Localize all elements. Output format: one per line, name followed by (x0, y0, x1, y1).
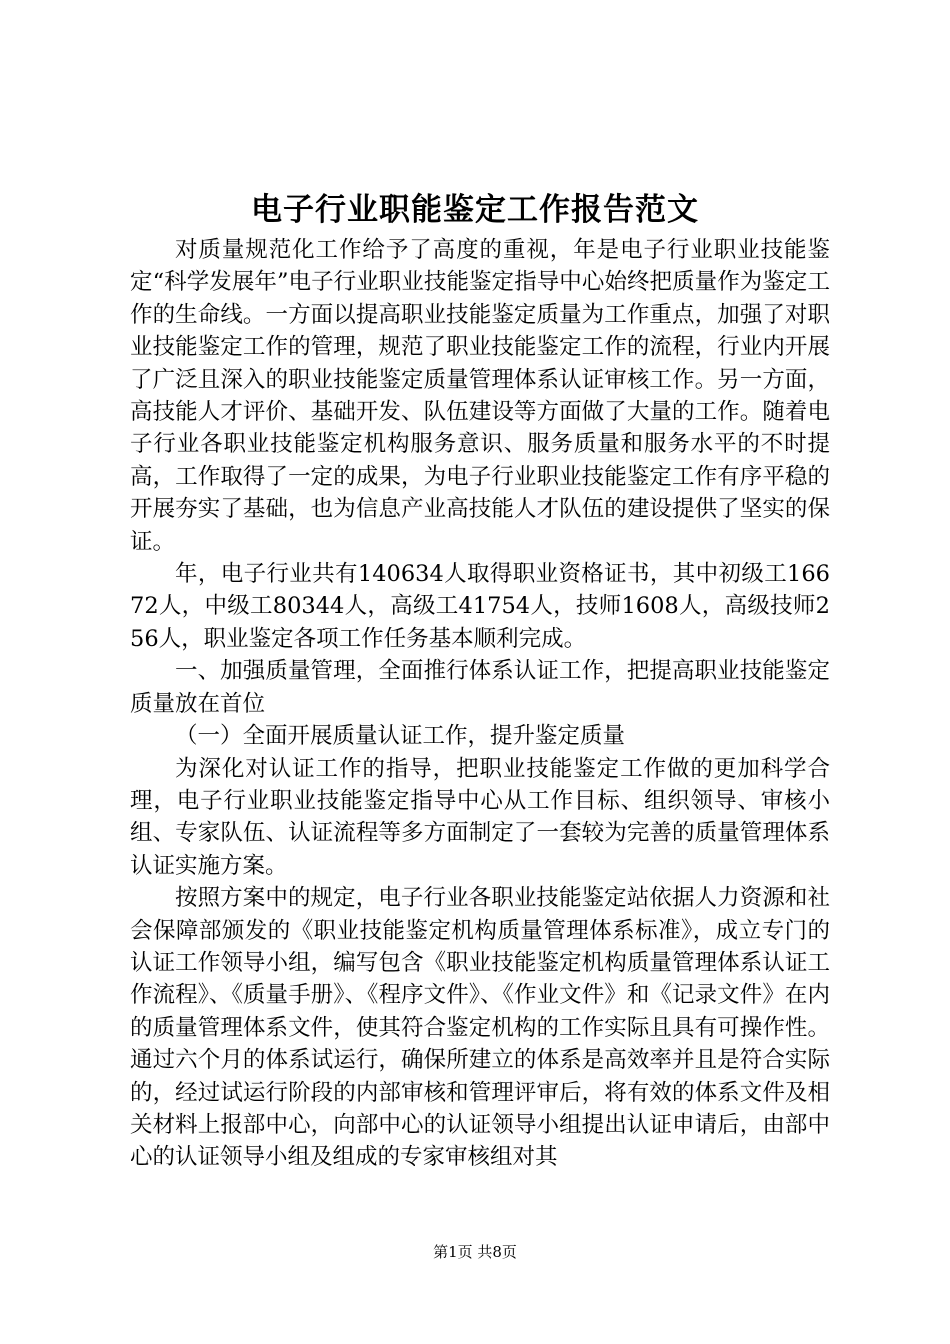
page-number-footer: 第1页 共8页 (433, 1243, 517, 1261)
section-heading-1: 一、加强质量管理，全面推行体系认证工作，把提高职业技能鉴定质量放在首位 (130, 658, 830, 717)
document-body (130, 234, 830, 1174)
document-title: 电子行业职能鉴定工作报告范文 (251, 192, 699, 228)
paragraph-certification-plan: 为深化对认证工作的指导，把职业技能鉴定工作做的更加科学合理，电子行业职业技能鉴定指导中心从工作目标、组织领导、审核小组、专家队伍、认证流程等多方面制定了一套较为完善的质量管理体系认证实施方案。 (130, 755, 830, 879)
paragraph-intro: 对质量规范化工作给予了高度的重视，年是电子行业职业技能鉴定“科学发展年”电子行业职业技能鉴定指导中心始终把质量作为鉴定工作的生命线。一方面以提高职业技能鉴定质量为工作重点，加强了对职业技能鉴定工作的管理，规范了职业技能鉴定工作的流程，行业内开展了广泛且深入的职业技能鉴定质量管理体系认证审核工作。另一方面，高技能人才评价、基础开发、队伍建设等方面做了大量的工作。随着电子行业各职业技能鉴定机构服务意识、服务质量和服务水平的不时提高，工作取得了一定的成果，为电子行业职业技能鉴定工作有序平稳的开展夯实了基础，也为信息产业高技能人才队伍的建设提供了坚实的保证。 (130, 237, 830, 555)
paragraph-statistics: 年，电子行业共有140634人取得职业资格证书，其中初级工16672人，中级工80344人，高级工41754人，技师1608人，高级技师256人，职业鉴定各项工作任务基本顺利完成。 (130, 561, 830, 652)
subsection-heading-1: （一）全面开展质量认证工作，提升鉴定质量 (175, 723, 626, 750)
paragraph-certification-process: 按照方案中的规定，电子行业各职业技能鉴定站依据人力资源和社会保障部颁发的《职业技能鉴定机构质量管理体系标准》，成立专门的认证工作领导小组，编写包含《职业技能鉴定机构质量管理体系认证工作流程》、《质量手册》、《程序文件》、《作业文件》和《记录文件》在内的质量管理体系文件，使其符合鉴定机构的工作实际且具有可操作性。通过六个月的体系试运行，确保所建立的体系是高效率并且是符合实际的，经过试运行阶段的内部审核和管理评审后，将有效的体系文件及相关材料上报部中心，向部中心的认证领导小组提出认证申请后，由部中心的认证领导小组及组成的专家审核组对其 (130, 885, 830, 1171)
